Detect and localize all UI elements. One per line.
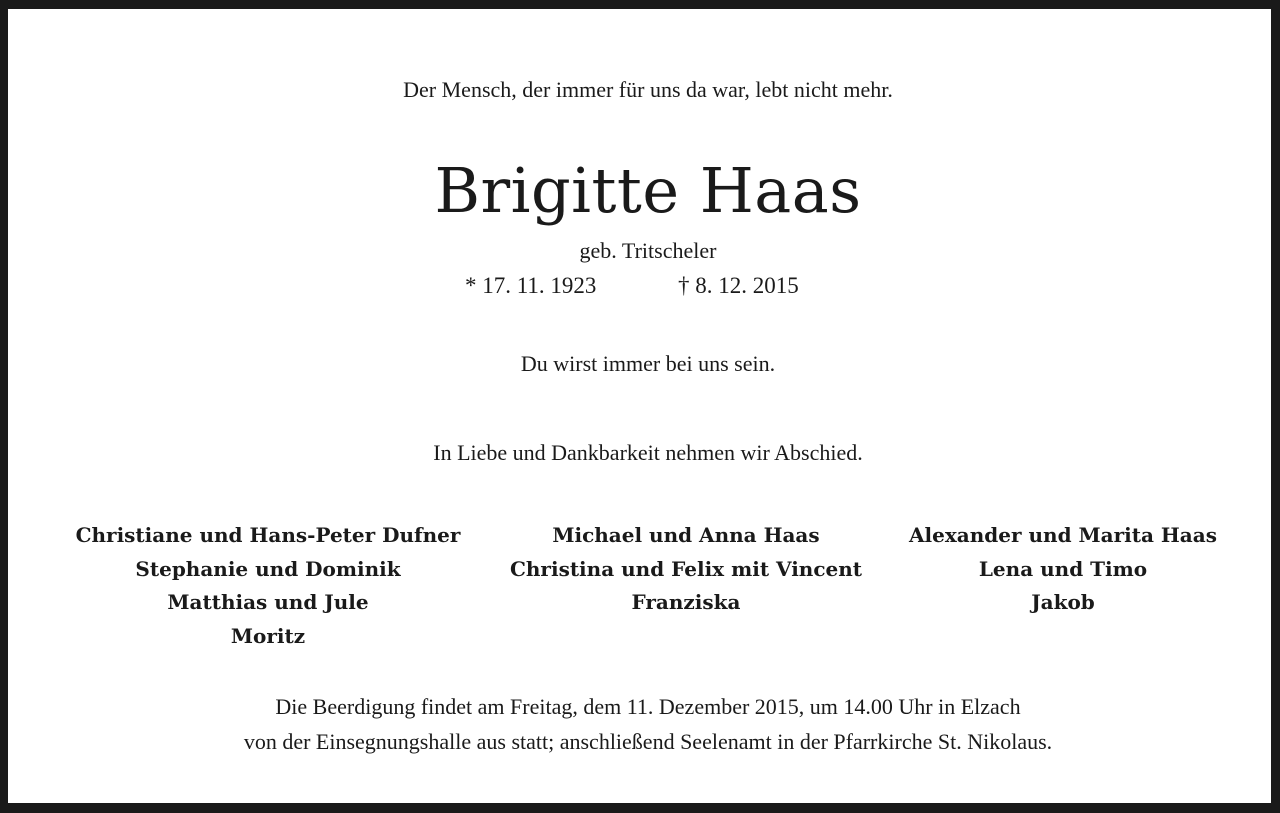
saying-text: Du wirst immer bei uns sein.: [520, 351, 776, 376]
mourner-line: Jakob: [1031, 590, 1095, 614]
motto-text: Der Mensch, der immer für uns da war, lebt nicht mehr.: [403, 77, 893, 102]
deceased-name: Brigitte Haas: [434, 154, 862, 227]
mourner-line: Alexander und Marita Haas: [909, 523, 1217, 547]
life-dates: [8, 271, 1280, 301]
mourner-group-alexander-haas: [843, 519, 1280, 620]
mourner-line: Christina und Felix mit Vincent: [509, 556, 863, 581]
funeral-line: Die Beerdigung findet am Freitag, dem 11. Dezember 2015, um 14.00 Uhr in Elzach: [275, 694, 1021, 719]
maiden-name: geb. Tritscheler: [579, 238, 717, 263]
death-date: † 8. 12. 2015: [678, 273, 799, 298]
mourner-line: Stephanie und Dominik: [135, 556, 401, 581]
mourner-group-dufner: [48, 519, 488, 653]
funeral-details: [8, 689, 1280, 759]
mourner-line: Matthias und Jule: [167, 590, 369, 614]
mourner-group-michael-haas: [466, 519, 906, 620]
mourner-line: Lena und Timo: [978, 556, 1148, 581]
mourner-line: Franziska: [631, 590, 741, 614]
funeral-line: von der Einsegnungshalle aus statt; anschließend Seelenamt in der Pfarrkirche St. Nikolaus.: [243, 729, 1053, 754]
mourner-line: Christiane und Hans-Peter Dufner: [75, 523, 461, 547]
mourner-line: Moritz: [230, 623, 306, 648]
farewell-text: In Liebe und Dankbarkeit nehmen wir Abschied.: [433, 440, 863, 465]
mourner-line: Michael und Anna Haas: [552, 523, 820, 547]
birth-date: * 17. 11. 1923: [465, 273, 597, 298]
